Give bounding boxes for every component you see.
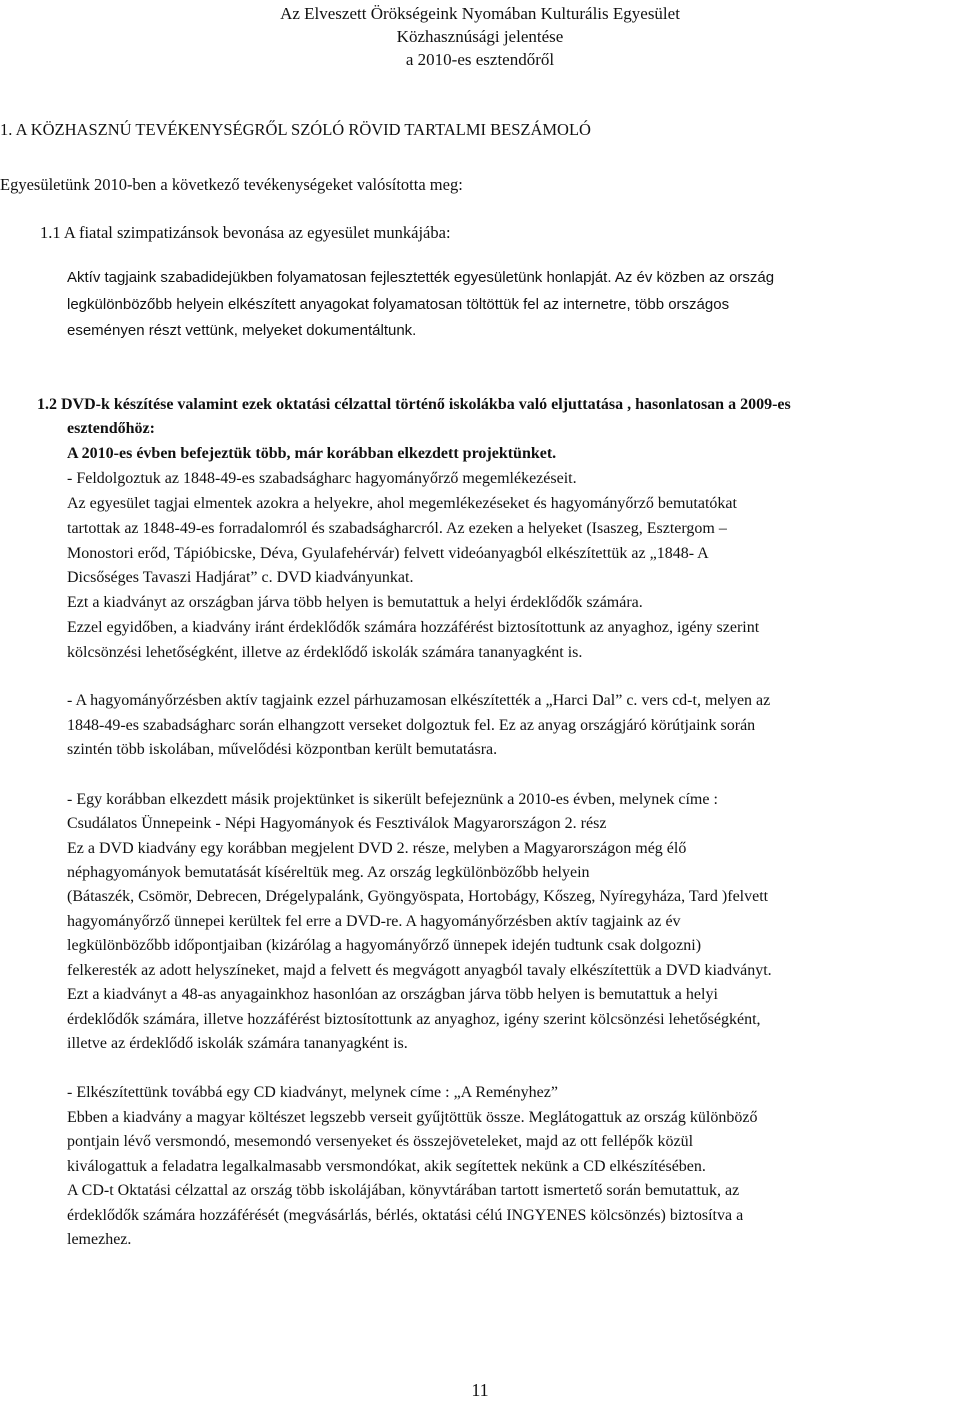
paragraph-line: eseményen részt vettünk, melyeket dokumentáltunk. bbox=[67, 322, 417, 339]
paragraph-line: tartottak az 1848-49-es forradalomról és szabadságharcról. Az ezeken a helyeket (Isaszeg, Esztergom – bbox=[67, 520, 727, 537]
paragraph-line: Monostori erőd, Tápióbicske, Déva, Gyulafehérvár) felvett videóanyagból elkészítettük az „1848- A bbox=[67, 545, 709, 562]
paragraph-line: Aktív tagjaink szabadidejükben folyamatosan fejlesztették egyesületünk honlapját. Az év közben az ország bbox=[67, 269, 775, 286]
paragraph-line: (Bátaszék, Csömör, Debrecen, Drégelypalánk, Gyöngyöspata, Hortobágy, Kőszeg, Nyíregyháza, Tard )felvett bbox=[67, 888, 769, 905]
paragraph-line: érdeklődők számára hozzáférését (megvásárlás, bérlés, oktatási célú INGYENES kölcsönzés) biztosítva a bbox=[67, 1207, 744, 1224]
paragraph-line: legkülönbözőbb helyein elkészített anyagokat folyamatosan töltöttük fel az internetre, több országos bbox=[67, 296, 730, 313]
paragraph-line: hagyományőrző ünnepei kerültek fel erre a DVD-re. A hagyományőrzésben aktív tagjaink az év bbox=[67, 913, 681, 930]
paragraph-line: kölcsönzési lehetőségként, illetve az érdeklődő iskolák számára tananyagként is. bbox=[67, 644, 583, 661]
paragraph-line: Dicsőséges Tavaszi Hadjárat” c. DVD kiadványunkat. bbox=[67, 569, 414, 586]
paragraph-line: Ez a DVD kiadvány egy korábban megjelent DVD 2. része, melyben a Magyarországon még élő bbox=[67, 840, 687, 857]
paragraph-line: - Elkészítettünk továbbá egy CD kiadványt, melynek címe : „A Reményhez” bbox=[67, 1084, 558, 1101]
paragraph-line: - A hagyományőrzésben aktív tagjaink ezzel párhuzamosan elkészítették a „Harci Dal” c. vers cd-t, melyen az bbox=[67, 692, 771, 709]
paragraph-line: kiválogattuk a feladatra legalkalmasabb versmondókat, akik segítettek nekünk a CD elkészítésében. bbox=[67, 1158, 706, 1175]
bold-summary-line: A 2010-es évben befejeztük több, már korábban elkezdett projektünket. bbox=[67, 445, 557, 462]
paragraph-line: lemezhez. bbox=[67, 1231, 132, 1248]
paragraph-line: legkülönbözőbb időpontjaiban (kizárólag a hagyományőrző ünnepek idején tudtunk csak dolgozni) bbox=[67, 937, 702, 954]
organization-name: Az Elveszett Örökségeink Nyomában Kulturális Egyesület bbox=[280, 4, 680, 23]
paragraph-line: érdeklődők számára, illetve hozzáférést biztosítottunk az anyaghoz, igény szerint kölcsönzési lehetőségként, bbox=[67, 1011, 761, 1028]
paragraph-line: A CD-t Oktatási célzattal az ország több iskolájában, könyvtárában tartott ismertető során bemutattuk, az bbox=[67, 1182, 740, 1199]
section-heading: 1. A KÖZHASZNÚ TEVÉKENYSÉGRŐL SZÓLÓ RÖVID TARTALMI BESZÁMOLÓ bbox=[0, 120, 591, 139]
subsection-1-2-title-cont: esztendőhöz: bbox=[67, 420, 155, 437]
page-number: 11 bbox=[471, 1380, 489, 1400]
paragraph-line: felkeresték az adott helyszíneket, majd a felvett és megvágott anyagból tavaly elkészítettük a DVD kiadványt. bbox=[67, 962, 772, 979]
paragraph-line: 1848-49-es szabadságharc során elhangzott verseket dolgoztuk fel. Ez az anyag országjáró körútjaink során bbox=[67, 717, 756, 734]
paragraph-line: Ezt a kiadványt a 48-as anyagainkhoz hasonlóan az országban járva több helyen is bemutattuk a helyi bbox=[67, 986, 718, 1003]
report-year: a 2010-es esztendőről bbox=[405, 50, 555, 69]
paragraph-line: Ezt a kiadványt az országban járva több helyen is bemutattuk a helyi érdeklődők számára. bbox=[67, 594, 643, 611]
paragraph-line: szintén több iskolában, művelődési központban került bemutatásra. bbox=[67, 741, 498, 758]
paragraph-line: Ezzel egyidőben, a kiadvány iránt érdeklődők számára hozzáférést biztosítottunk az anyaghoz, igény szerint bbox=[67, 619, 760, 636]
document-header bbox=[180, 2, 780, 71]
paragraph-line: Az egyesület tagjai elmentek azokra a helyekre, ahol megemlékezéseket és hagyományőrző bemutatókat bbox=[67, 495, 737, 512]
subsection-1-2-title: 1.2 DVD-k készítése valamint ezek oktatási célzattal történő iskolákba való eljuttatása , hasonlatosan a 2009-es bbox=[37, 396, 791, 413]
report-title: Közhasznúsági jelentése bbox=[396, 27, 564, 46]
paragraph-line: - Feldolgoztuk az 1848-49-es szabadságharc hagyományőrző megemlékezéseit. bbox=[67, 470, 577, 487]
paragraph-line: pontjain lévő versmondó, mesemondó versenyeket és összejöveteleket, majd az ott fellépők közül bbox=[67, 1133, 694, 1150]
paragraph-line: Ebben a kiadvány a magyar költészet legszebb verseit gyűjtöttük össze. Meglátogattuk az ország különböző bbox=[67, 1109, 758, 1126]
subsection-1-1-title: 1.1 A fiatal szimpatizánsok bevonása az egyesület munkájába: bbox=[40, 223, 451, 242]
paragraph-line: néphagyományok bemutatását kíséreltük meg. Az ország legkülönbözőbb helyein bbox=[67, 864, 590, 881]
section-intro: Egyesületünk 2010-ben a következő tevékenységeket valósította meg: bbox=[0, 175, 463, 194]
paragraph-line: illetve az érdeklődő iskolák számára tananyagként is. bbox=[67, 1035, 408, 1052]
paragraph-line: - Egy korábban elkezdett másik projektünket is sikerült befejeznünk a 2010-es évben, melynek címe : bbox=[67, 791, 718, 808]
paragraph-line: Csudálatos Ünnepeink - Népi Hagyományok és Fesztiválok Magyarországon 2. rész bbox=[67, 815, 607, 832]
